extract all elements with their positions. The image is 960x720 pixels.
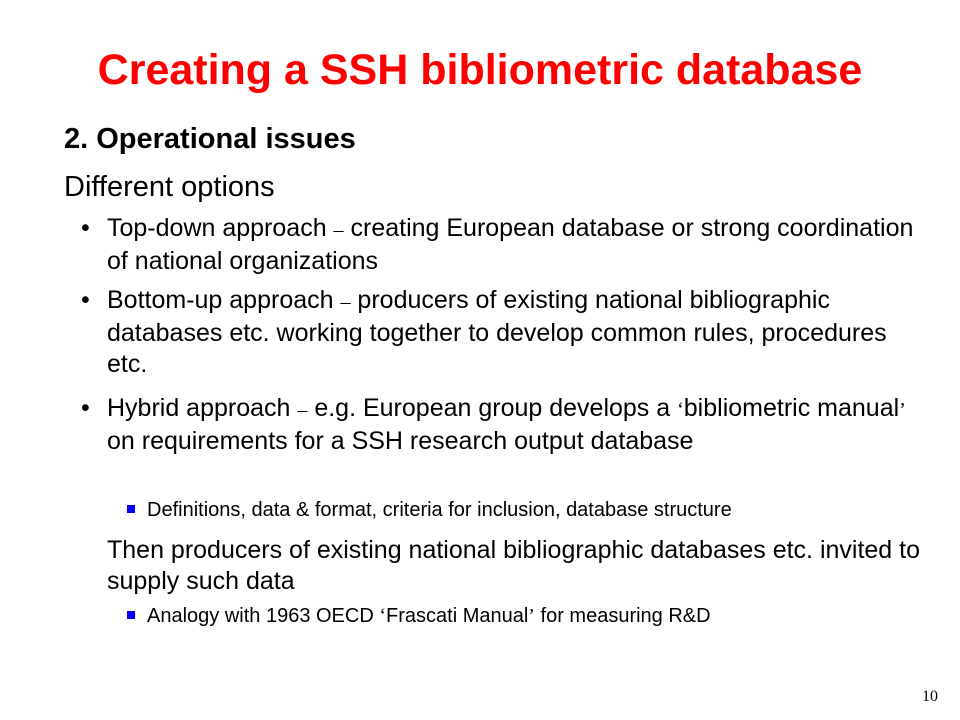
square-bullet-icon xyxy=(127,611,135,619)
bullet-text: Top-down approach – creating European database or strong coordination of national organizations xyxy=(107,214,914,275)
bullet-text: Bottom-up approach – producers of existing national bibliographic databases etc. working together to develop common rules, procedures etc. xyxy=(107,286,887,378)
bullet-dot: • xyxy=(81,394,90,422)
section-subtitle: 2. Operational issues xyxy=(64,123,356,155)
bullet-text: Hybrid approach – e.g. European group develops a ‘bibliometric manual’ on requirements for a SSH research output database xyxy=(107,394,906,455)
sub-bullet-text: Definitions, data & format, criteria for inclusion, database structure xyxy=(147,499,732,521)
continuation-text: Then producers of existing national bibliographic databases etc. invited to supply such data xyxy=(107,536,921,595)
sub-bullet-text: Analogy with 1963 OECD ‘Frascati Manual’ for measuring R&D xyxy=(147,605,711,627)
square-bullet-icon xyxy=(127,505,135,513)
bullet-dot: • xyxy=(81,286,90,314)
options-heading: Different options xyxy=(64,171,275,203)
slide-title: Creating a SSH bibliometric database xyxy=(97,46,863,94)
bullet-dot: • xyxy=(81,214,90,242)
page-number: 10 xyxy=(922,688,938,705)
